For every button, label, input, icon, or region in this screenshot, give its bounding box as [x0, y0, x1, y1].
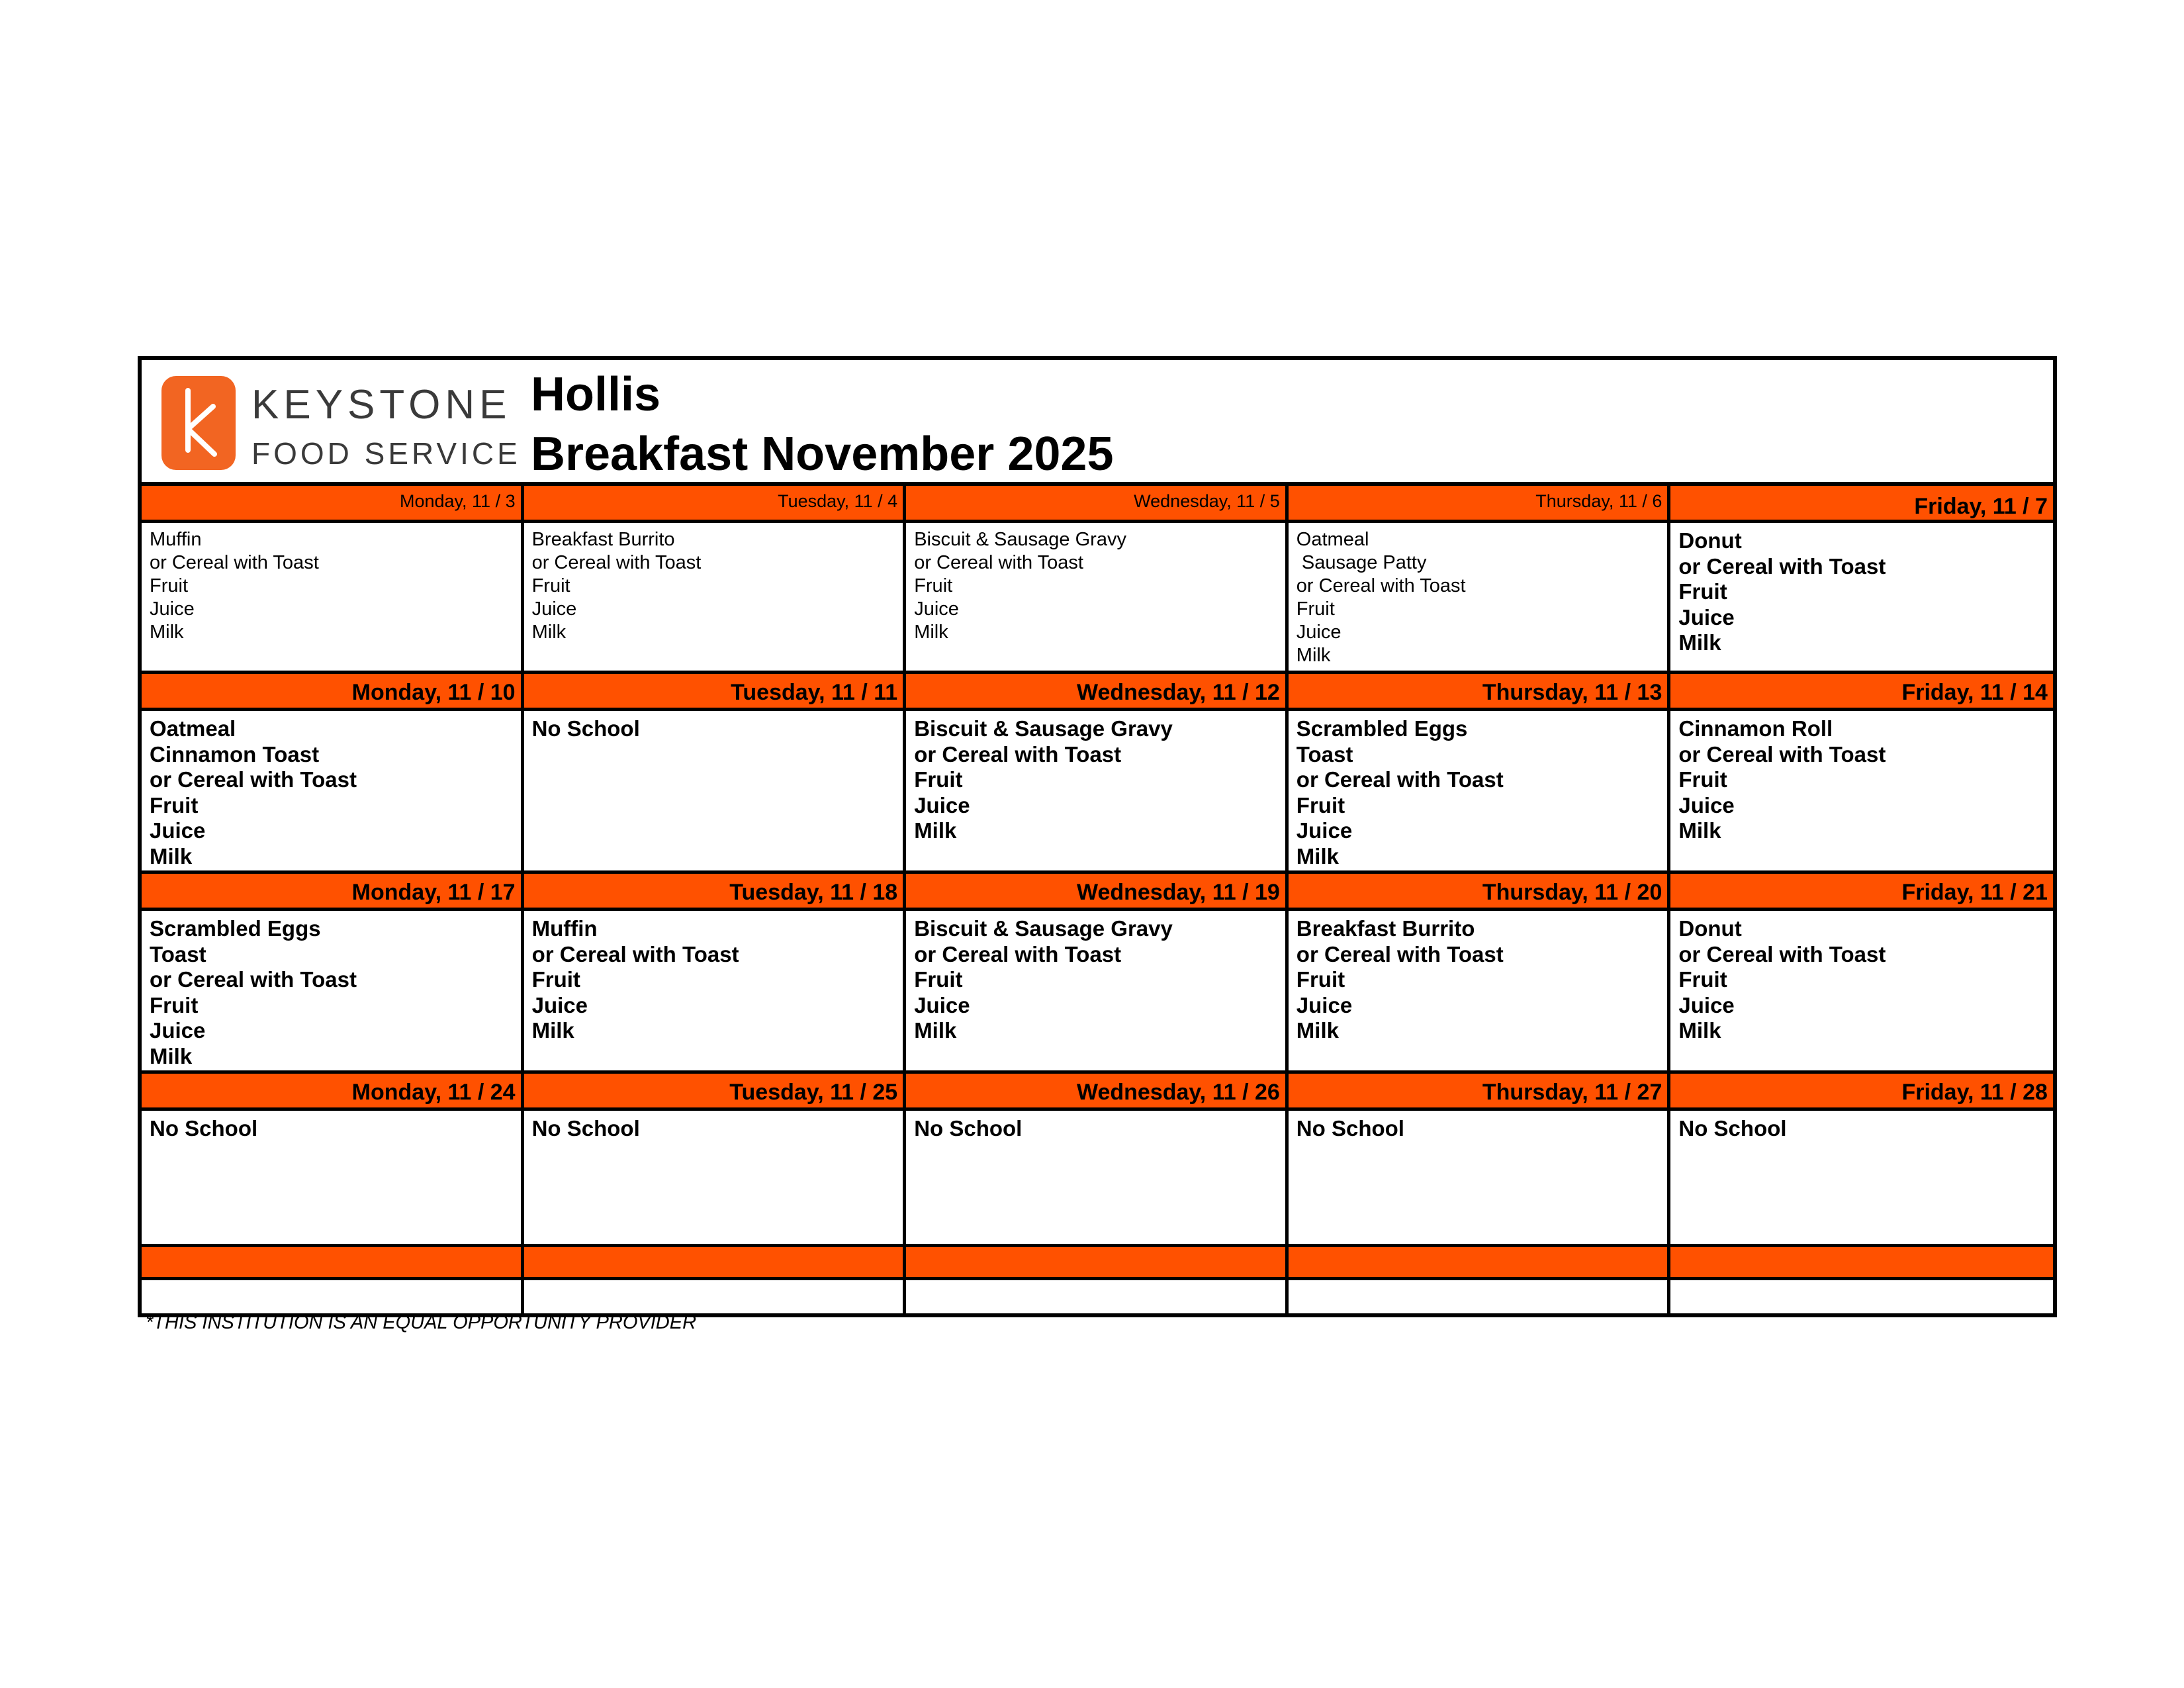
- menu-item: Breakfast Burrito: [1296, 916, 1475, 941]
- menu-item: Muffin: [531, 916, 598, 941]
- day-cell: [524, 1111, 907, 1247]
- menu-item: Biscuit & Sausage Gravy: [914, 716, 1173, 741]
- day-header: Wednesday, 11 / 12: [906, 674, 1289, 711]
- menu-item: Fruit: [150, 792, 199, 818]
- menu-item: Cinnamon Roll: [1678, 716, 1833, 741]
- day-cell: [1289, 1111, 1671, 1247]
- day-cell: [142, 711, 524, 874]
- menu-item: Muffin: [150, 529, 202, 550]
- menu-item: Milk: [1296, 843, 1339, 868]
- day-header: [142, 1247, 524, 1280]
- menu-item: or Cereal with Toast: [1678, 741, 1886, 767]
- menu-item: Milk: [1678, 1018, 1721, 1043]
- menu-item: Juice: [914, 992, 970, 1017]
- menu-item: Milk: [150, 843, 193, 868]
- day-cell: [906, 1111, 1289, 1247]
- day-header: Monday, 11 / 10: [142, 674, 524, 711]
- day-cell: [1670, 911, 2053, 1074]
- menu-item: Milk: [1678, 630, 1721, 655]
- menu-item: Milk: [531, 1018, 574, 1043]
- menu-item: Juice: [1296, 992, 1353, 1017]
- day-cell: [142, 523, 524, 674]
- menu-item: Fruit: [1678, 967, 1727, 992]
- menu-header: [142, 360, 2053, 486]
- menu-item: Scrambled Eggs: [150, 916, 321, 941]
- menu-item: or Cereal with Toast: [1678, 553, 1886, 579]
- menu-item: Milk: [531, 622, 567, 643]
- week-row: [142, 674, 2053, 874]
- menu-item: or Cereal with Toast: [914, 941, 1122, 966]
- day-cell: [524, 711, 907, 874]
- day-header: Wednesday, 11 / 5: [906, 486, 1289, 523]
- menu-item: No School: [914, 1116, 1023, 1141]
- menu-item: Fruit: [1678, 767, 1727, 792]
- day-cell: [1670, 711, 2053, 874]
- menu-item: or Cereal with Toast: [914, 552, 1083, 573]
- day-cell: [142, 1111, 524, 1247]
- menu-item: Fruit: [1296, 967, 1345, 992]
- day-header: Tuesday, 11 / 4: [524, 486, 907, 523]
- menu-item: Juice: [914, 792, 970, 818]
- menu-item: No School: [531, 1116, 640, 1141]
- menu-item: or Cereal with Toast: [914, 741, 1122, 767]
- menu-calendar: [138, 356, 2057, 1317]
- day-header: Wednesday, 11 / 19: [906, 874, 1289, 911]
- footnote: *THIS INSTITUTION IS AN EQUAL OPPORTUNITY PROVIDER: [146, 1312, 697, 1333]
- menu-item: Juice: [531, 992, 588, 1017]
- menu-item: or Cereal with Toast: [1296, 575, 1466, 596]
- menu-item: Biscuit & Sausage Gravy: [914, 916, 1173, 941]
- menu-item: Fruit: [914, 767, 963, 792]
- menu-item: Juice: [1678, 604, 1735, 630]
- title-block: [531, 365, 1114, 485]
- day-cell: [906, 1280, 1289, 1313]
- day-cell: [906, 523, 1289, 674]
- day-header: Tuesday, 11 / 11: [524, 674, 907, 711]
- day-header: Monday, 11 / 3: [142, 486, 524, 523]
- day-cell: [1670, 1280, 2053, 1313]
- menu-item: Fruit: [531, 967, 580, 992]
- week-row: [142, 874, 2053, 1074]
- day-header: [1670, 1247, 2053, 1280]
- menu-item: Milk: [150, 622, 184, 643]
- day-header: Monday, 11 / 24: [142, 1074, 524, 1111]
- day-header: [524, 1247, 907, 1280]
- day-header: Thursday, 11 / 6: [1289, 486, 1671, 523]
- menu-item: Biscuit & Sausage Gravy: [914, 529, 1126, 550]
- menu-item: Fruit: [150, 992, 199, 1017]
- day-header: Friday, 11 / 21: [1670, 874, 2053, 911]
- menu-item: Fruit: [1296, 792, 1345, 818]
- menu-item: Fruit: [1678, 579, 1727, 604]
- menu-item: Sausage Patty: [1296, 552, 1427, 573]
- menu-title: Breakfast November 2025: [531, 428, 1114, 481]
- menu-item: Toast: [150, 941, 206, 966]
- menu-item: Milk: [1296, 645, 1331, 666]
- day-header: Friday, 11 / 7: [1670, 486, 2053, 523]
- day-header: [906, 1247, 1289, 1280]
- menu-item: Juice: [150, 598, 195, 620]
- menu-item: Fruit: [531, 575, 570, 596]
- day-cell: [906, 711, 1289, 874]
- day-cell: [524, 911, 907, 1074]
- day-cell: [142, 1280, 524, 1313]
- menu-item: or Cereal with Toast: [1296, 767, 1504, 792]
- week-row: [142, 1074, 2053, 1247]
- day-header: Thursday, 11 / 13: [1289, 674, 1671, 711]
- menu-item: Fruit: [150, 575, 188, 596]
- menu-item: Breakfast Burrito: [531, 529, 675, 550]
- menu-item: Juice: [1678, 992, 1735, 1017]
- menu-item: Donut: [1678, 528, 1742, 553]
- menu-item: Milk: [150, 1043, 193, 1068]
- menu-item: Cinnamon Toast: [150, 741, 320, 767]
- menu-item: Juice: [531, 598, 577, 620]
- day-header: [1289, 1247, 1671, 1280]
- day-header: Friday, 11 / 14: [1670, 674, 2053, 711]
- menu-item: or Cereal with Toast: [531, 941, 739, 966]
- day-header: Friday, 11 / 28: [1670, 1074, 2053, 1111]
- day-header: Thursday, 11 / 27: [1289, 1074, 1671, 1111]
- menu-item: or Cereal with Toast: [531, 552, 702, 573]
- day-cell: [906, 911, 1289, 1074]
- menu-item: Fruit: [914, 575, 953, 596]
- menu-item: Milk: [1296, 1018, 1339, 1043]
- logo-wordmark-line1: KEYSTONE: [251, 382, 512, 428]
- menu-item: Fruit: [914, 967, 963, 992]
- menu-item: Milk: [914, 818, 957, 843]
- menu-item: No School: [1678, 1116, 1787, 1141]
- day-header: Tuesday, 11 / 25: [524, 1074, 907, 1111]
- menu-item: Donut: [1678, 916, 1742, 941]
- menu-item: Juice: [150, 1018, 206, 1043]
- menu-item: Fruit: [1296, 598, 1335, 620]
- menu-item: Juice: [1678, 792, 1735, 818]
- day-cell: [1289, 911, 1671, 1074]
- keystone-logo: [161, 373, 521, 473]
- day-cell: [1670, 1111, 2053, 1247]
- menu-item: Juice: [914, 598, 959, 620]
- day-cell: [1670, 523, 2053, 674]
- school-name: Hollis: [531, 368, 661, 421]
- logo-wordmark-line2: FOOD SERVICE: [251, 436, 521, 471]
- week-row: [142, 486, 2053, 674]
- menu-item: Juice: [150, 818, 206, 843]
- day-cell: [1289, 711, 1671, 874]
- day-cell: [1289, 1280, 1671, 1313]
- menu-item: Milk: [914, 1018, 957, 1043]
- keystone-k-icon: [161, 376, 236, 470]
- menu-item: Toast: [1296, 741, 1353, 767]
- week-row: [142, 1247, 2053, 1313]
- menu-item: or Cereal with Toast: [150, 552, 319, 573]
- day-cell: [524, 1280, 907, 1313]
- menu-item: No School: [531, 716, 640, 741]
- menu-item: Milk: [1678, 818, 1721, 843]
- day-header: Tuesday, 11 / 18: [524, 874, 907, 911]
- menu-item: Juice: [1296, 622, 1342, 643]
- weeks-container: [142, 486, 2053, 1313]
- menu-item: Oatmeal: [150, 716, 236, 741]
- day-header: Thursday, 11 / 20: [1289, 874, 1671, 911]
- menu-item: No School: [1296, 1116, 1404, 1141]
- menu-item: Juice: [1296, 818, 1353, 843]
- menu-item: or Cereal with Toast: [150, 967, 357, 992]
- menu-item: No School: [150, 1116, 258, 1141]
- menu-item: Oatmeal: [1296, 529, 1369, 550]
- menu-item: or Cereal with Toast: [150, 767, 357, 792]
- menu-item: Scrambled Eggs: [1296, 716, 1468, 741]
- day-cell: [142, 911, 524, 1074]
- day-header: Monday, 11 / 17: [142, 874, 524, 911]
- day-cell: [524, 523, 907, 674]
- day-header: Wednesday, 11 / 26: [906, 1074, 1289, 1111]
- day-cell: [1289, 523, 1671, 674]
- menu-item: or Cereal with Toast: [1678, 941, 1886, 966]
- menu-item: or Cereal with Toast: [1296, 941, 1504, 966]
- menu-item: Milk: [914, 622, 948, 643]
